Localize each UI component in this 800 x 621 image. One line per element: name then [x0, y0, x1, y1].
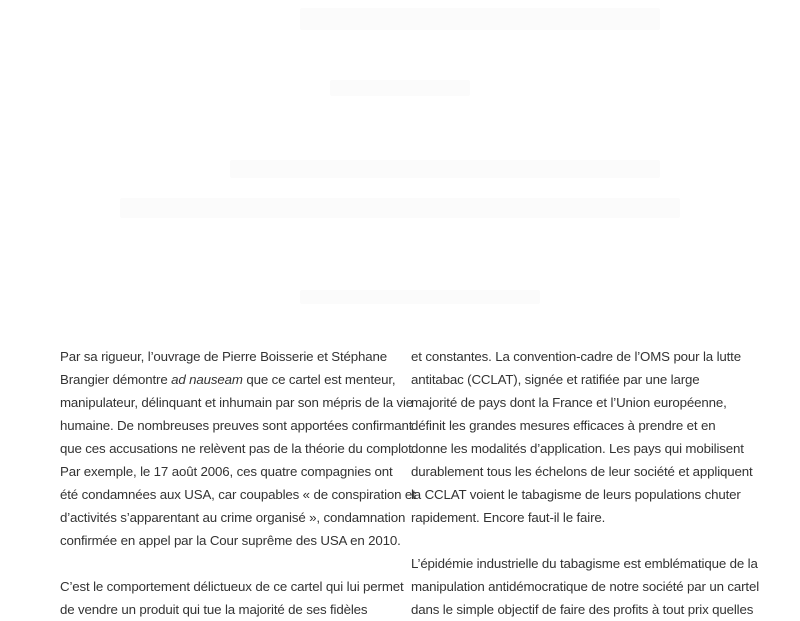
paragraph-line: manipulateur, délinquant et inhumain par son mépris de la vie — [60, 395, 414, 410]
right-column — [411, 345, 760, 621]
left-column — [60, 345, 416, 621]
text-run: que ce cartel est menteur, — [242, 372, 396, 387]
paragraph-line: Par exemple, le 17 août 2006, ces quatre compagnies ont — [60, 464, 393, 479]
paragraph-line: d’activités s’apparentant au crime organisé », condamnation — [60, 510, 406, 525]
paragraph-line: C’est le comportement délictueux de ce cartel qui lui permet — [60, 579, 404, 594]
paragraph-line: été condamnées aux USA, car coupables « de conspiration et — [60, 487, 416, 502]
paragraph-line: durablement tous les échelons de leur société et appliquent — [411, 464, 753, 479]
paragraph-line: manipulation antidémocratique de notre société par un cartel — [411, 579, 760, 594]
paragraph-line: rapidement. Encore faut-il le faire. — [411, 510, 606, 525]
paragraph-gap — [60, 552, 390, 575]
paragraph-line: confirmée en appel par la Cour suprême des USA en 2010. — [60, 533, 401, 548]
paragraph-line — [60, 368, 396, 391]
paragraph-line: donne les modalités d’application. Les pays qui mobilisent — [411, 441, 744, 456]
paragraph-line: définit les grandes mesures efficaces à prendre et en — [411, 418, 716, 433]
paragraph-line: antitabac (CCLAT), signée et ratifiée par une large — [411, 372, 700, 387]
paragraph-line: Par sa rigueur, l’ouvrage de Pierre Boisserie et Stéphane — [60, 349, 388, 364]
paragraph-line: majorité de pays dont la France et l’Union européenne, — [411, 395, 727, 410]
paragraph-line: et constantes. La convention-cadre de l’OMS pour la lutte — [411, 349, 741, 364]
paragraph-line: L’épidémie industrielle du tabagisme est emblématique de la — [411, 556, 758, 571]
text-run: Brangier démontre — [60, 372, 172, 387]
paragraph-line: la CCLAT voient le tabagisme de leurs populations chuter — [411, 487, 741, 502]
paragraph-line: que ces accusations ne relèvent pas de la théorie du complot. — [60, 441, 416, 456]
paragraph-gap — [411, 529, 741, 552]
paragraph-line: de vendre un produit qui tue la majorité de ses fidèles — [60, 602, 368, 617]
italic-phrase: ad nauseam — [171, 372, 243, 387]
paragraph-line: humaine. De nombreuses preuves sont apportées confirmant — [60, 418, 413, 433]
paragraph-line: dans le simple objectif de faire des profits à tout prix quelles — [411, 602, 754, 617]
